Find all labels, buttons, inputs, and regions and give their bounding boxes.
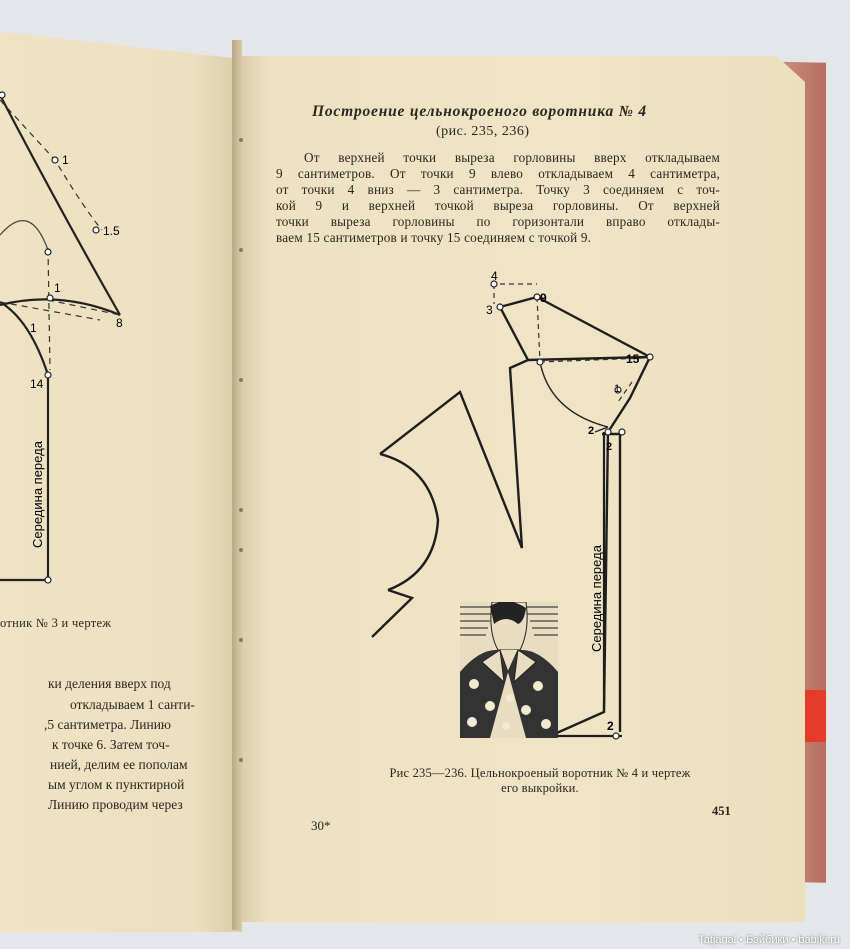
label-point-15: 15 [626,352,640,366]
instruction-paragraph [276,150,720,246]
left-text-line-6: ым углом к пунктирной [48,777,185,792]
paragraph-line: кой 9 и верхней точкой выреза горловины. От верхней [276,198,720,213]
collar-illustration [460,602,558,738]
left-label-p1-top: 1 [62,153,69,167]
left-text-line-5: нией, делим ее пополам [50,757,188,772]
left-text-line-3: ,5 сантиметра. Линию [44,717,172,732]
left-text-line-7: Линию проводим через [48,797,183,812]
figure-caption [300,766,780,796]
label-point-2-bottom: 2 [607,719,614,733]
page-title: Построение цельнокроеного воротника № 4 [312,103,647,120]
left-text-line-4: к точке 6. Затем точ- [52,737,170,752]
label-point-1: 1 [614,383,621,395]
left-label-p14: 14 [30,377,44,391]
paragraph-line: От верхней точки выреза горловины вверх откладываем [304,150,720,165]
left-vertical-label: Середина переда [30,441,45,548]
page-number: 451 [712,804,731,818]
label-point-2-mid: 2 [606,441,613,453]
watermark: Tatjanal • Бэйбики • babiki.ru [698,934,840,946]
vertical-label-front-center: Середина переда [589,545,604,652]
left-label-p8: 8 [116,316,123,330]
left-text-line-1: ки деления вверх под [48,676,171,691]
label-point-4: 4 [491,269,498,283]
paragraph-line: 9 сантиметров. От точки 9 влево откладываем 4 сантиметра, [276,166,720,181]
left-text-line-2: откладываем 1 санти- [70,697,195,712]
left-neck-curve [0,302,48,375]
left-pattern-drawing [0,80,235,600]
label-point-9: 9 [540,291,547,305]
caption-line-1: Рис 235—236. Цельнокроеный воротник № 4 и чертеж [389,766,691,780]
left-caption-fragment: отник № 3 и чертеж [0,616,112,630]
paragraph-line: точки выреза горловины по горизонтали вправо отклады- [276,214,720,229]
left-label-p1-low: 1 [30,321,37,335]
paragraph-line: ваем 15 сантиметров и точку 15 соединяем с точкой 9. [276,230,592,245]
paragraph-line: от точки 4 вниз — 3 сантиметра. Точку 3 соединяем с точ- [276,182,720,197]
left-label-p1-mid: 1 [54,281,61,295]
binding-stitches [236,120,246,880]
left-label-p1-5: 1.5 [103,224,120,238]
front-strip [550,430,622,736]
caption-line-2: его выкройки. [501,781,579,795]
label-point-3: 3 [486,303,493,317]
page-subtitle: (рис. 235, 236) [436,124,530,139]
label-point-2-top: 2 [588,425,595,437]
signature-mark: 30* [311,818,331,833]
